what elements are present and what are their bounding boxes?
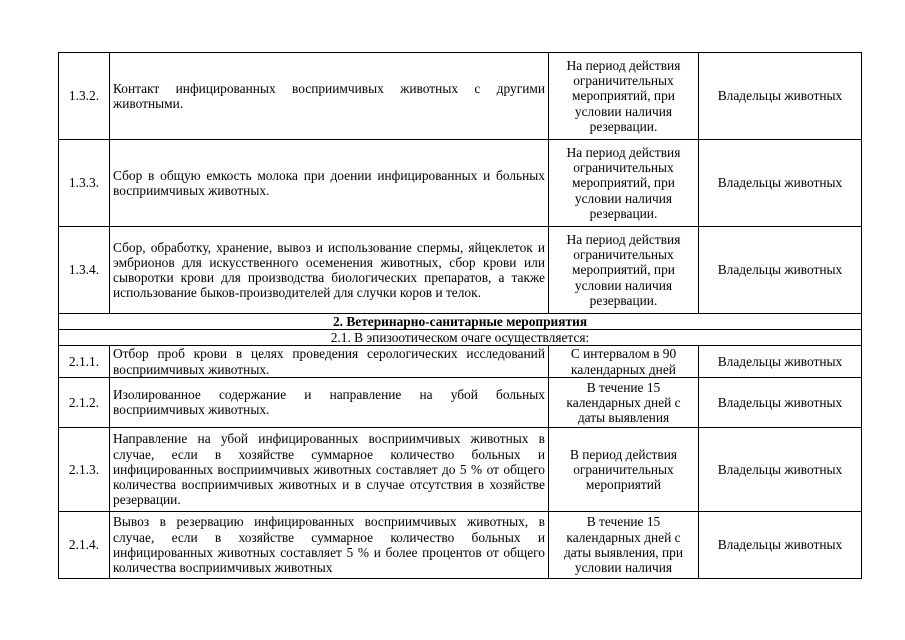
item-number: 2.1.1. <box>59 346 110 377</box>
item-number: 1.3.3. <box>59 140 110 227</box>
measure-text: Сбор, обработку, хранение, вывоз и использование спермы, яйцеклеток и эмбрионов для искусственного осеменения животных, сбор крови или сыворотки крови для производства биологических препаратов, а также использование быков-производителей для случки коров и телок. <box>110 227 549 314</box>
measure-text: Сбор в общую емкость молока при доении инфицированных и больных восприимчивых животных. <box>110 140 549 227</box>
item-number: 1.3.4. <box>59 227 110 314</box>
measure-text: Изолированное содержание и направление на убой больных восприимчивых животных. <box>110 377 549 427</box>
measure-responsible: Владельцы животных <box>699 140 862 227</box>
table-row <box>59 427 862 511</box>
measure-period: На период действия ограничительных мероприятий, при условии наличия резервации. <box>549 140 699 227</box>
subsection-row <box>59 330 862 346</box>
measure-period: В течение 15 календарных дней с даты выявления <box>549 377 699 427</box>
item-number: 2.1.3. <box>59 427 110 511</box>
item-number: 2.1.2. <box>59 377 110 427</box>
measure-responsible: Владельцы животных <box>699 346 862 377</box>
table-row <box>59 377 862 427</box>
measure-period: На период действия ограничительных мероприятий, при условии наличия резервации. <box>549 227 699 314</box>
table-row <box>59 511 862 578</box>
table-row <box>59 53 862 140</box>
section-title: 2. Ветеринарно-санитарные мероприятия <box>59 314 862 330</box>
measure-text: Контакт инфицированных восприимчивых животных с другими животными. <box>110 53 549 140</box>
measure-period: В течение 15 календарных дней с даты выявления, при условии наличия <box>549 511 699 578</box>
measures-table <box>58 52 862 579</box>
item-number: 1.3.2. <box>59 53 110 140</box>
measure-responsible: Владельцы животных <box>699 511 862 578</box>
measure-responsible: Владельцы животных <box>699 427 862 511</box>
measure-period: В период действия ограничительных мероприятий <box>549 427 699 511</box>
measure-responsible: Владельцы животных <box>699 53 862 140</box>
measure-responsible: Владельцы животных <box>699 377 862 427</box>
subsection-title: 2.1. В эпизоотическом очаге осуществляется: <box>59 330 862 346</box>
measure-period: С интервалом в 90 календарных дней <box>549 346 699 377</box>
section-row <box>59 314 862 330</box>
table-row <box>59 140 862 227</box>
measure-responsible: Владельцы животных <box>699 227 862 314</box>
item-number: 2.1.4. <box>59 511 110 578</box>
measure-period: На период действия ограничительных мероприятий, при условии наличия резервации. <box>549 53 699 140</box>
measure-text: Отбор проб крови в целях проведения серологических исследований восприимчивых животных. <box>110 346 549 377</box>
measure-text: Направление на убой инфицированных восприимчивых животных в случае, если в хозяйстве суммарное количество больных и инфицированных восприимчивых животных составляет до 5 % от общего количества восприимчивых животных и в случае отсутствия в хозяйстве резервации. <box>110 427 549 511</box>
table-row <box>59 227 862 314</box>
measure-text: Вывоз в резервацию инфицированных восприимчивых животных, в случае, если в хозяйстве суммарное количество больных и инфицированных животных составляет 5 % и более процентов от общего количества восприимчивых животных <box>110 511 549 578</box>
table-row <box>59 346 862 377</box>
